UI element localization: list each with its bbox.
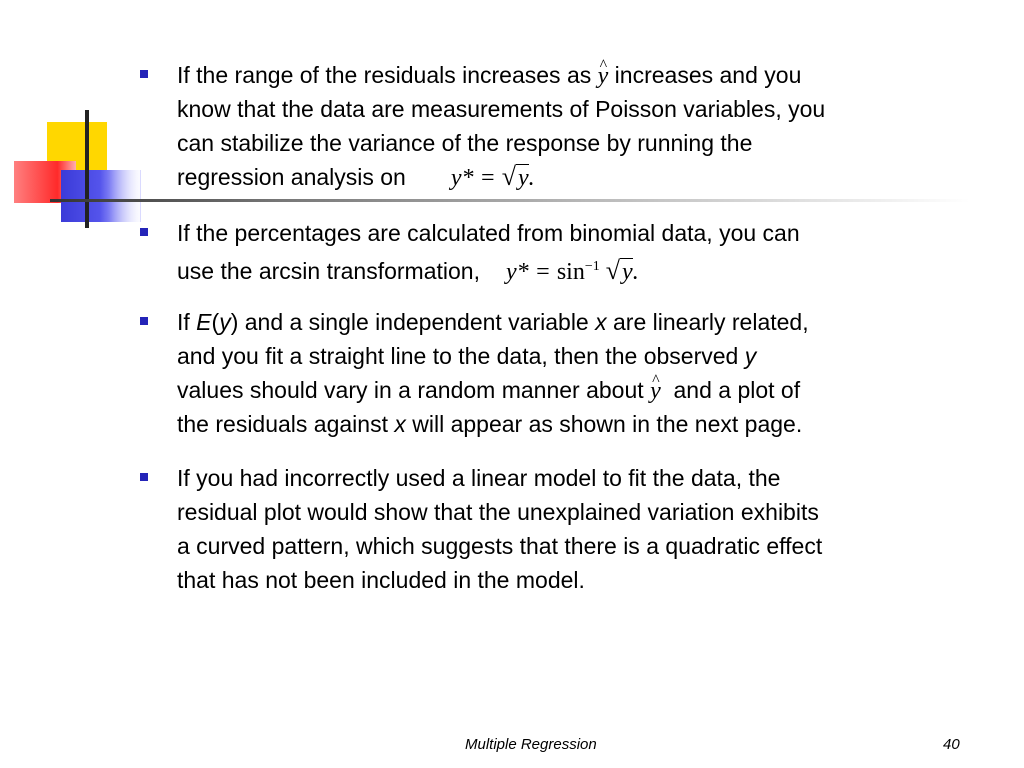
yellow-square (47, 122, 107, 180)
page-number: 40 (943, 736, 960, 753)
horizontal-rule (50, 199, 970, 202)
text-line: regression analysis on y* = √y. (177, 160, 992, 194)
sqrt-transform-equation: y* = √y. (451, 165, 535, 191)
arcsin-transform-equation: $y* = \sin^{-1} √y$. (506, 259, 639, 285)
y-hat-symbol: ^ y (650, 374, 661, 408)
text-line: that has not been included in the model. (177, 567, 585, 593)
bullet-text (177, 305, 992, 441)
footer-title: Multiple Regression (465, 736, 597, 753)
bullet-text (177, 461, 992, 597)
text-line: If the percentages are calculated from binomial data, you can (177, 220, 800, 246)
text-line: If the range of the residuals increases as ^ y increases and you (177, 58, 992, 92)
blue-square-fade (100, 170, 140, 222)
text-line: and you fit a straight line to the data, then the observed y (177, 343, 757, 369)
y-hat-symbol: ^ y (598, 59, 609, 93)
bullet-marker (140, 70, 148, 78)
sqrt-symbol: √y (501, 162, 529, 191)
text-line: a curved pattern, which suggests that there is a quadratic effect (177, 533, 823, 559)
red-square (14, 161, 76, 203)
blue-square (61, 170, 141, 222)
text-line: can stabilize the variance of the response by running the (177, 130, 753, 156)
text-line: values should vary in a random manner about ^ y and a plot of (177, 373, 992, 407)
text-line: residual plot would show that the unexplained variation exhibits (177, 499, 819, 525)
text-line: know that the data are measurements of Poisson variables, you (177, 96, 826, 122)
text-line: If E(y) and a single independent variable x are linearly related, (177, 309, 809, 335)
bullet-text (177, 58, 992, 194)
sqrt-symbol: √y (605, 256, 633, 285)
bullet-text (177, 216, 992, 284)
text-line: use the arcsin transformation, $y* = \sin^{-1} √y$. (177, 250, 992, 284)
bullet-marker (140, 473, 148, 481)
vertical-rule (85, 110, 89, 228)
text-line: If you had incorrectly used a linear model to fit the data, the (177, 465, 781, 491)
bullet-marker (140, 228, 148, 236)
bullet-marker (140, 317, 148, 325)
text-line: the residuals against x will appear as shown in the next page. (177, 411, 803, 437)
